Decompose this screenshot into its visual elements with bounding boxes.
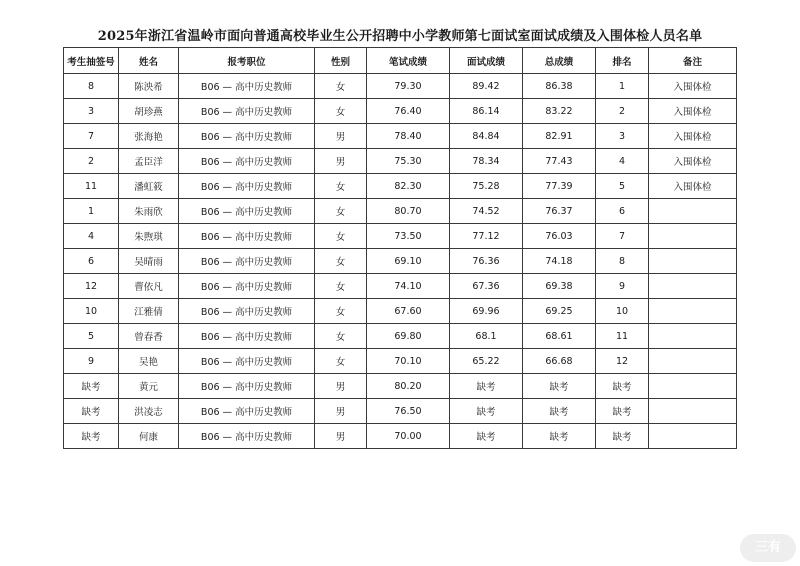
draw-number-cell: 7 bbox=[64, 124, 119, 149]
rank-cell: 6 bbox=[596, 199, 649, 224]
table-row bbox=[64, 174, 737, 199]
position-cell: B06 — 高中历史教师 bbox=[179, 274, 315, 299]
gender-cell: 女 bbox=[315, 99, 367, 124]
interview-score-cell: 68.1 bbox=[450, 324, 523, 349]
rank-cell: 9 bbox=[596, 274, 649, 299]
name-cell: 朱雨欣 bbox=[119, 199, 179, 224]
remark-cell: 入围体检 bbox=[649, 74, 737, 99]
draw-number-cell: 4 bbox=[64, 224, 119, 249]
rank-cell: 缺考 bbox=[596, 399, 649, 424]
interview-score-cell: 缺考 bbox=[450, 424, 523, 449]
header-cell: 排名 bbox=[596, 48, 649, 74]
gender-cell: 男 bbox=[315, 124, 367, 149]
remark-cell: 入围体检 bbox=[649, 174, 737, 199]
position-cell: B06 — 高中历史教师 bbox=[179, 374, 315, 399]
position-cell: B06 — 高中历史教师 bbox=[179, 149, 315, 174]
gender-cell: 女 bbox=[315, 324, 367, 349]
written-score-cell: 82.30 bbox=[367, 174, 450, 199]
written-score-cell: 76.40 bbox=[367, 99, 450, 124]
remark-cell bbox=[649, 199, 737, 224]
header-cell: 姓名 bbox=[119, 48, 179, 74]
position-cell: B06 — 高中历史教师 bbox=[179, 99, 315, 124]
remark-cell: 入围体检 bbox=[649, 99, 737, 124]
name-cell: 吴艳 bbox=[119, 349, 179, 374]
written-score-cell: 80.20 bbox=[367, 374, 450, 399]
remark-cell bbox=[649, 374, 737, 399]
name-cell: 江雅倩 bbox=[119, 299, 179, 324]
position-cell: B06 — 高中历史教师 bbox=[179, 324, 315, 349]
gender-cell: 女 bbox=[315, 174, 367, 199]
written-score-cell: 78.40 bbox=[367, 124, 450, 149]
interview-score-cell: 86.14 bbox=[450, 99, 523, 124]
interview-score-cell: 77.12 bbox=[450, 224, 523, 249]
table-row bbox=[64, 99, 737, 124]
draw-number-cell: 11 bbox=[64, 174, 119, 199]
interview-score-cell: 69.96 bbox=[450, 299, 523, 324]
draw-number-cell: 2 bbox=[64, 149, 119, 174]
table-row bbox=[64, 299, 737, 324]
remark-cell: 入围体检 bbox=[649, 124, 737, 149]
total-score-cell: 83.22 bbox=[523, 99, 596, 124]
name-cell: 黄元 bbox=[119, 374, 179, 399]
header-cell: 笔试成绩 bbox=[367, 48, 450, 74]
draw-number-cell: 缺考 bbox=[64, 374, 119, 399]
interview-score-cell: 75.28 bbox=[450, 174, 523, 199]
interview-score-cell: 缺考 bbox=[450, 374, 523, 399]
written-score-cell: 74.10 bbox=[367, 274, 450, 299]
written-score-cell: 79.30 bbox=[367, 74, 450, 99]
written-score-cell: 73.50 bbox=[367, 224, 450, 249]
table-row bbox=[64, 349, 737, 374]
total-score-cell: 77.43 bbox=[523, 149, 596, 174]
gender-cell: 女 bbox=[315, 74, 367, 99]
position-cell: B06 — 高中历史教师 bbox=[179, 124, 315, 149]
position-cell: B06 — 高中历史教师 bbox=[179, 74, 315, 99]
written-score-cell: 69.80 bbox=[367, 324, 450, 349]
table-row bbox=[64, 424, 737, 449]
total-score-cell: 缺考 bbox=[523, 399, 596, 424]
interview-score-cell: 74.52 bbox=[450, 199, 523, 224]
draw-number-cell: 8 bbox=[64, 74, 119, 99]
table-row bbox=[64, 124, 737, 149]
total-score-cell: 68.61 bbox=[523, 324, 596, 349]
name-cell: 胡珍燕 bbox=[119, 99, 179, 124]
draw-number-cell: 10 bbox=[64, 299, 119, 324]
header-cell: 性别 bbox=[315, 48, 367, 74]
gender-cell: 男 bbox=[315, 399, 367, 424]
total-score-cell: 69.25 bbox=[523, 299, 596, 324]
interview-score-cell: 89.42 bbox=[450, 74, 523, 99]
gender-cell: 男 bbox=[315, 149, 367, 174]
interview-score-cell: 76.36 bbox=[450, 249, 523, 274]
total-score-cell: 76.03 bbox=[523, 224, 596, 249]
remark-cell: 入围体检 bbox=[649, 149, 737, 174]
rank-cell: 8 bbox=[596, 249, 649, 274]
name-cell: 洪凌志 bbox=[119, 399, 179, 424]
total-score-cell: 缺考 bbox=[523, 424, 596, 449]
table-row bbox=[64, 199, 737, 224]
written-score-cell: 70.00 bbox=[367, 424, 450, 449]
written-score-cell: 75.30 bbox=[367, 149, 450, 174]
draw-number-cell: 12 bbox=[64, 274, 119, 299]
rank-cell: 4 bbox=[596, 149, 649, 174]
remark-cell bbox=[649, 349, 737, 374]
gender-cell: 女 bbox=[315, 224, 367, 249]
header-cell: 报考职位 bbox=[179, 48, 315, 74]
rank-cell: 1 bbox=[596, 74, 649, 99]
position-cell: B06 — 高中历史教师 bbox=[179, 174, 315, 199]
interview-score-cell: 78.34 bbox=[450, 149, 523, 174]
written-score-cell: 76.50 bbox=[367, 399, 450, 424]
total-score-cell: 76.37 bbox=[523, 199, 596, 224]
draw-number-cell: 缺考 bbox=[64, 399, 119, 424]
remark-cell bbox=[649, 399, 737, 424]
rank-cell: 2 bbox=[596, 99, 649, 124]
gender-cell: 女 bbox=[315, 249, 367, 274]
draw-number-cell: 1 bbox=[64, 199, 119, 224]
name-cell: 潘虹筱 bbox=[119, 174, 179, 199]
position-cell: B06 — 高中历史教师 bbox=[179, 224, 315, 249]
total-score-cell: 82.91 bbox=[523, 124, 596, 149]
gender-cell: 女 bbox=[315, 274, 367, 299]
interview-score-cell: 缺考 bbox=[450, 399, 523, 424]
draw-number-cell: 3 bbox=[64, 99, 119, 124]
table-row bbox=[64, 224, 737, 249]
table-header-row bbox=[64, 48, 737, 74]
remark-cell bbox=[649, 424, 737, 449]
rank-cell: 缺考 bbox=[596, 374, 649, 399]
header-cell: 总成绩 bbox=[523, 48, 596, 74]
name-cell: 何康 bbox=[119, 424, 179, 449]
draw-number-cell: 缺考 bbox=[64, 424, 119, 449]
rank-cell: 5 bbox=[596, 174, 649, 199]
position-cell: B06 — 高中历史教师 bbox=[179, 399, 315, 424]
table-row bbox=[64, 274, 737, 299]
gender-cell: 男 bbox=[315, 424, 367, 449]
header-cell: 考生抽签号 bbox=[64, 48, 119, 74]
total-score-cell: 77.39 bbox=[523, 174, 596, 199]
remark-cell bbox=[649, 324, 737, 349]
position-cell: B06 — 高中历史教师 bbox=[179, 199, 315, 224]
rank-cell: 12 bbox=[596, 349, 649, 374]
position-cell: B06 — 高中历史教师 bbox=[179, 424, 315, 449]
page-title: 2025年浙江省温岭市面向普通高校毕业生公开招聘中小学教师第七面试室面试成绩及入围体检人员名单 bbox=[97, 29, 703, 44]
name-cell: 陈泱希 bbox=[119, 74, 179, 99]
interview-score-cell: 84.84 bbox=[450, 124, 523, 149]
table-row bbox=[64, 324, 737, 349]
position-cell: B06 — 高中历史教师 bbox=[179, 349, 315, 374]
gender-cell: 女 bbox=[315, 349, 367, 374]
draw-number-cell: 5 bbox=[64, 324, 119, 349]
rank-cell: 缺考 bbox=[596, 424, 649, 449]
total-score-cell: 69.38 bbox=[523, 274, 596, 299]
written-score-cell: 70.10 bbox=[367, 349, 450, 374]
results-table bbox=[63, 47, 737, 449]
name-cell: 曹依凡 bbox=[119, 274, 179, 299]
draw-number-cell: 6 bbox=[64, 249, 119, 274]
floating-menu-button[interactable]: 三有 bbox=[740, 534, 796, 562]
header-cell: 备注 bbox=[649, 48, 737, 74]
table-row bbox=[64, 399, 737, 424]
total-score-cell: 66.68 bbox=[523, 349, 596, 374]
table-row bbox=[64, 149, 737, 174]
name-cell: 朱煦琪 bbox=[119, 224, 179, 249]
remark-cell bbox=[649, 299, 737, 324]
name-cell: 张海艳 bbox=[119, 124, 179, 149]
table-body bbox=[64, 74, 737, 449]
draw-number-cell: 9 bbox=[64, 349, 119, 374]
total-score-cell: 74.18 bbox=[523, 249, 596, 274]
remark-cell bbox=[649, 224, 737, 249]
total-score-cell: 缺考 bbox=[523, 374, 596, 399]
name-cell: 吴晴雨 bbox=[119, 249, 179, 274]
header-cell: 面试成绩 bbox=[450, 48, 523, 74]
total-score-cell: 86.38 bbox=[523, 74, 596, 99]
written-score-cell: 69.10 bbox=[367, 249, 450, 274]
table-row bbox=[64, 249, 737, 274]
name-cell: 孟臣洋 bbox=[119, 149, 179, 174]
remark-cell bbox=[649, 274, 737, 299]
interview-score-cell: 65.22 bbox=[450, 349, 523, 374]
name-cell: 曾春香 bbox=[119, 324, 179, 349]
position-cell: B06 — 高中历史教师 bbox=[179, 249, 315, 274]
position-cell: B06 — 高中历史教师 bbox=[179, 299, 315, 324]
rank-cell: 10 bbox=[596, 299, 649, 324]
interview-score-cell: 67.36 bbox=[450, 274, 523, 299]
gender-cell: 女 bbox=[315, 199, 367, 224]
gender-cell: 男 bbox=[315, 374, 367, 399]
written-score-cell: 67.60 bbox=[367, 299, 450, 324]
written-score-cell: 80.70 bbox=[367, 199, 450, 224]
rank-cell: 11 bbox=[596, 324, 649, 349]
table-row bbox=[64, 374, 737, 399]
table-row bbox=[64, 74, 737, 99]
rank-cell: 3 bbox=[596, 124, 649, 149]
rank-cell: 7 bbox=[596, 224, 649, 249]
gender-cell: 女 bbox=[315, 299, 367, 324]
remark-cell bbox=[649, 249, 737, 274]
